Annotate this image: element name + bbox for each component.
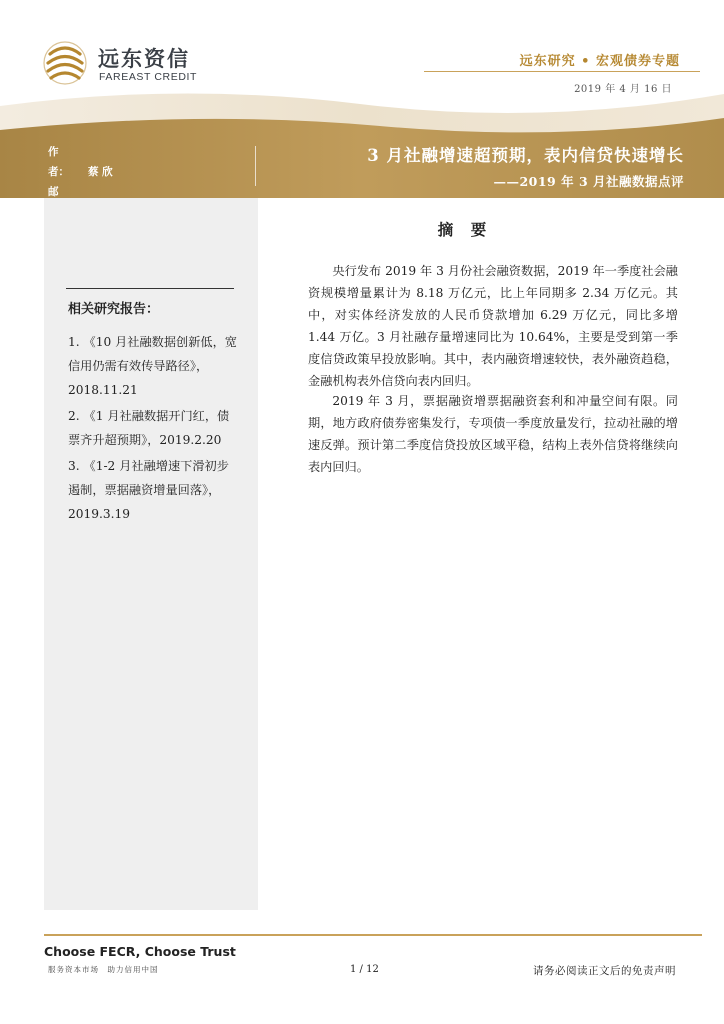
author-name: 蔡 欣: [88, 166, 113, 178]
report-title: 3 月社融增速超预期，表内信贷快速增长: [367, 146, 684, 165]
footer-motto: 服务资本市场 助力信用中国: [48, 965, 159, 974]
footer-disclaimer: 请务必阅读正文后的免责声明: [533, 965, 676, 977]
company-logo: [42, 40, 222, 86]
abstract-paragraph: 2019 年 3 月，票据融资增票据融资套利和冲量空间有限。同期，地方政府债券密集发行，专项债一季度放量发行，拉动社融的增速反弹。预计第二季度信贷投放区域平稳，结构上表外信贷将继续向表内回归。: [308, 394, 678, 474]
sidebar-rule: [66, 288, 234, 289]
abstract-title: 摘 要: [437, 220, 493, 239]
related-reports-list: [68, 330, 240, 528]
logo-cn: 远东资信: [98, 47, 190, 71]
fareast-logo-icon: [42, 40, 88, 86]
related-report-item[interactable]: 1. 《10 月社融数据创新低，宽信用仍需有效传导路径》，2018.11.21: [68, 335, 237, 397]
logo-en: FAREAST CREDIT: [99, 71, 198, 83]
report-date: 2019 年 4 月 16 日: [574, 84, 672, 95]
abstract-paragraph: 央行发布 2019 年 3 月份社会融资数据，2019 年一季度社会融资规模增量累计为 8.18 万亿元，比上年同期多 2.34 万亿元。其中，对实体经济发放的人民币贷款增加 6.29 万亿元，同比多增 1.44 万亿。3 月社融存量增速同比为 10.64%，主要是受到第一季度信贷政策早投放影响。其中，表内融资增速较快，表外融资趋稳，金融机构表外信贷向表内回归。: [308, 264, 678, 388]
related-report-item[interactable]: 2. 《1 月社融数据开门红，债票齐升超预期》，2019.2.20: [68, 409, 230, 447]
report-subtitle: ——2019 年 3 月社融数据点评: [493, 174, 684, 189]
related-reports-title: 相关研究报告：: [68, 302, 160, 317]
band-divider: [255, 146, 256, 186]
footer-rule: [44, 934, 702, 936]
author-line: [48, 142, 218, 182]
footer-slogan: Choose FECR, Choose Trust: [44, 944, 236, 959]
related-report-item[interactable]: 3. 《1-2 月社融增速下滑初步遏制，票据融资增量回落》，2019.3.19: [68, 459, 229, 521]
author-label: 作 者：: [48, 146, 69, 178]
email-label: 邮: [48, 186, 59, 198]
header-rule: [424, 71, 700, 72]
report-series: 远东研究 • 宏观债券专题: [519, 54, 680, 69]
page-number: 1 / 12: [350, 964, 379, 975]
